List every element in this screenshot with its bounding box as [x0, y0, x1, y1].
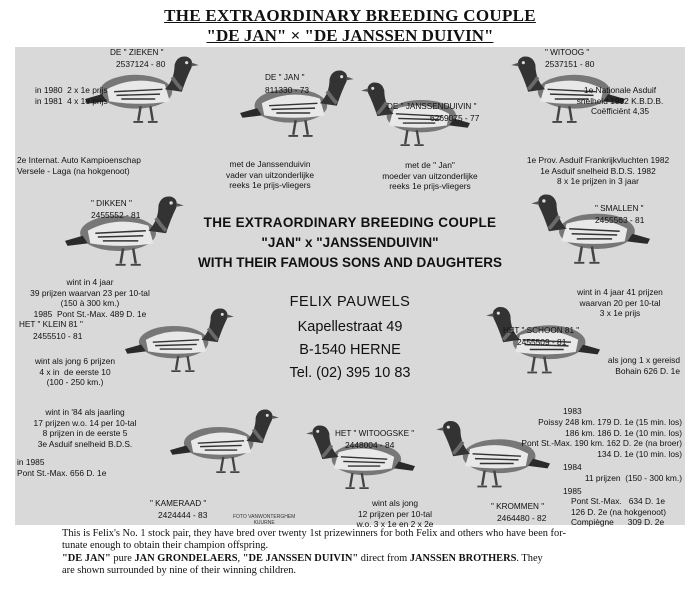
- photo-panel: [15, 47, 685, 530]
- witoogske-ring: 2448004 - 84: [345, 440, 395, 450]
- jan-name: DE " JAN ": [265, 73, 305, 82]
- owner-name: FELIX PAUWELS: [289, 294, 411, 310]
- smallen-info: wint in 4 jaar 41 prijzen waarvan 20 per 10-tal 3 x 1e prijs: [577, 287, 663, 319]
- caption-line-2: tunate enough to obtain their champion offspring.: [62, 540, 269, 552]
- janssenduivin-name: DE " JANSSENDUIVIN ": [387, 102, 477, 111]
- center-couple: "JAN" x "JANSSENDUIVIN": [261, 235, 439, 250]
- klein-ring: 2455510 - 81: [33, 331, 83, 341]
- krommen-results-1984: 11 prijzen (150 - 300 km.): [584, 473, 682, 483]
- dikken-ring: 2455552 - 81: [91, 210, 141, 220]
- witoogske-name: HET " WITOOGSKE ": [335, 429, 415, 438]
- krommen-ring: 2464480 - 82: [497, 513, 547, 523]
- schoon-name: HET " SCHOON 81 ": [503, 326, 580, 335]
- janssenduivin-info: met de " Jan" moeder van uitzonderlijke reeks 1e prijs-vliegers: [382, 160, 478, 192]
- zieken-note: 2e Internat. Auto Kampioenschap Versele - Laga (na hokgenoot): [17, 155, 141, 176]
- smallen-name: " SMALLEN ": [595, 204, 644, 213]
- witoog-info: 1e Nationale Asduif snelheid 1982 K.B.D.B. Coëfficiënt 4,35: [576, 85, 664, 117]
- smallen-ring: 2455563 - 81: [595, 215, 645, 225]
- caption-they: . They: [516, 552, 543, 564]
- zieken-name: DE " ZIEKEN ": [110, 48, 164, 57]
- jan-ring: 811330 - 73: [265, 85, 310, 95]
- dikken-info: wint in 4 jaar 39 prijzen waarvan 23 per 10-tal (150 à 300 km.) 1985 Pont St.-Max. 489 D. 1e: [30, 277, 150, 319]
- caption-line-3: [62, 553, 662, 565]
- caption-line-4: are shown surrounded by nine of their winning children.: [62, 565, 297, 577]
- witoogske-info: wint als jong 12 prijzen per 10-tal w.o. 3 x 1e en 2 x 2e: [356, 498, 434, 530]
- subtitle-janssenduivin: "DE JANSSEN DUIVIN": [304, 26, 494, 45]
- klein-note2: in 1985 Pont St.-Max. 656 D. 1e: [17, 457, 107, 478]
- janssenduivin-ring: 6269075 - 77: [430, 113, 480, 123]
- caption: [62, 528, 662, 578]
- klein-note: wint in '84 als jaarling 17 prijzen w.o. 14 per 10-tal 8 prijzen in de eerste 5 3e Asduif snelheid B.D.S.: [33, 407, 137, 449]
- caption-line-1: This is Felix's No. 1 stock pair, they have bred over twenty 1st prizewinners for both Felix and others who have been for-: [62, 528, 566, 539]
- zieken-ring: 2537124 - 80: [116, 59, 166, 69]
- caption-jan-grondelaers: JAN GRONDELAERS: [134, 552, 238, 564]
- schoon-info: als jong 1 x gereisd Bohain 626 D. 1e: [607, 355, 680, 376]
- krommen-year-1985: 1985: [563, 486, 582, 496]
- pigeon-kameraad-photo: [170, 402, 280, 482]
- caption-janssen-brothers: JANSSEN BROTHERS: [409, 552, 517, 564]
- klein-name: HET " KLEIN 81 ": [19, 320, 83, 329]
- krommen-results-1985: Pont St.-Max. 634 D. 1e 126 D. 2e (na hokgenoot) Compiègne 309 D. 2e: [571, 496, 666, 528]
- page-title: THE EXTRAORDINARY BREEDING COUPLE: [164, 6, 536, 25]
- caption-comma: ,: [237, 552, 243, 564]
- subtitle-jan: "DE JAN": [206, 26, 287, 45]
- witoog-ring: 2537151 - 80: [545, 59, 595, 69]
- subtitle-times: ×: [286, 26, 305, 45]
- caption-de-jan: "DE JAN": [62, 552, 111, 564]
- dikken-name: " DIKKEN ": [91, 199, 132, 208]
- photo-credit: FOTO VANWONTERGHEM KUURNE: [233, 514, 296, 526]
- zieken-info: in 1980 2 x 1e prijs in 1981 4 x 1e prijs: [35, 85, 108, 106]
- center-title: THE EXTRAORDINARY BREEDING COUPLE: [203, 215, 497, 230]
- klein-info: wint als jong 6 prijzen 4 x in de eerste 10 (100 - 250 km.): [34, 356, 116, 388]
- kameraad-ring: 2424444 - 83: [158, 510, 208, 520]
- owner-phone: Tel. (02) 395 10 83: [289, 365, 411, 381]
- schoon-ring: 2455509 - 81: [517, 337, 567, 347]
- krommen-results-1983: Poissy 248 km. 179 D. 1e (15 min. los) 186 km. 186 D. 1e (10 min. los) Pont St.-Max. 190 km. 162 D. 2e (na broer) 134 D. 1e (10 min. los): [521, 417, 682, 459]
- caption-pure: pure: [110, 552, 135, 564]
- owner-city: B-1540 HERNE: [299, 342, 401, 358]
- jan-info: met de Janssenduivin vader van uitzonderlijke reeks 1e prijs-vliegers: [226, 159, 314, 191]
- kameraad-name: " KAMERAAD ": [150, 499, 207, 508]
- caption-direct-from: direct from: [358, 552, 410, 564]
- center-subtitle: WITH THEIR FAMOUS SONS AND DAUGHTERS: [197, 255, 502, 270]
- krommen-year-1984: 1984: [563, 462, 582, 472]
- krommen-name: " KROMMEN ": [491, 502, 545, 511]
- owner-street: Kapellestraat 49: [297, 319, 403, 335]
- krommen-year-1983: 1983: [563, 406, 582, 416]
- page-subtitle: [0, 26, 700, 46]
- witoog-name: " WITOOG ": [545, 48, 590, 57]
- witoog-note: 1e Prov. Asduif Frankrijkvluchten 1982 1e Asduif snelheid B.D.S. 1982 8 x 1e prijzen in 3 jaar: [526, 155, 670, 187]
- caption-de-janssen-duivin: "DE JANSSEN DUIVIN": [242, 552, 359, 564]
